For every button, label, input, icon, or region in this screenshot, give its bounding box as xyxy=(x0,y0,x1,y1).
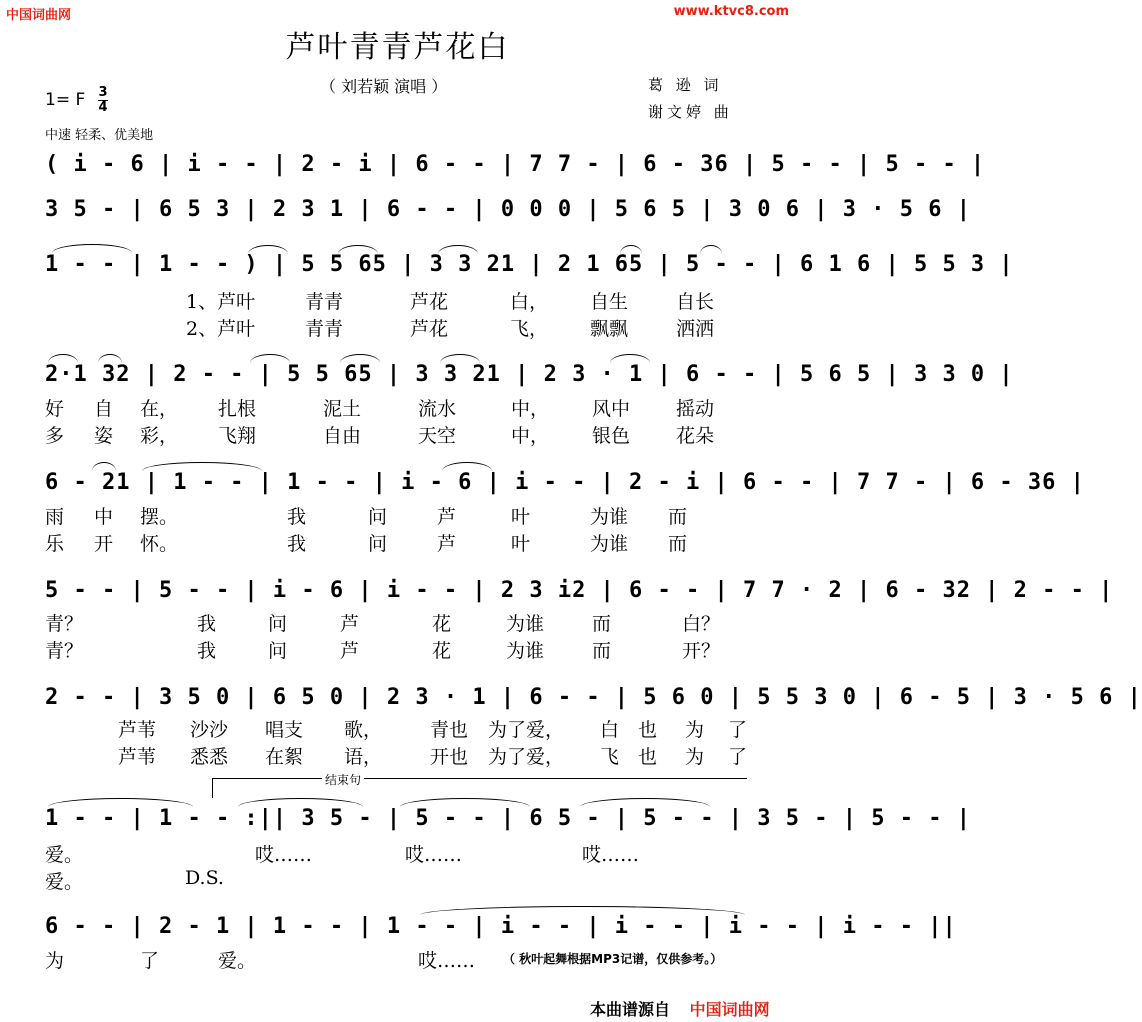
lyric: 而 xyxy=(668,533,688,555)
slur xyxy=(400,798,530,807)
lyric: 爱。 xyxy=(218,950,257,972)
lyric: 哎…… xyxy=(582,844,640,866)
lyric: 雨 xyxy=(45,506,65,528)
lyric: 了 xyxy=(140,950,160,972)
lyric: 开也 xyxy=(430,746,469,768)
score-row-2: 3 5 - | 6 5 3 | 2 3 1 | 6 - - | 0 0 0 | 5 6 5 | 3 0 6 | 3 · 5 6 | xyxy=(45,197,971,222)
lyric: 洒洒 xyxy=(676,318,715,340)
score-row-7: 2 - - | 3 5 0 | 6 5 0 | 2 3 · 1 | 6 - - | 5 6 0 | 5 5 3 0 | 6 - 5 | 3 · 5 6 | xyxy=(45,685,1142,710)
lyric: 我 xyxy=(287,506,307,528)
lyric: 我 xyxy=(287,533,307,555)
lyric: 青？ xyxy=(45,613,84,635)
lyric: 怀。 xyxy=(140,533,179,555)
lyric: 哎…… xyxy=(255,844,313,866)
slur xyxy=(340,354,380,363)
lyric: 叶 xyxy=(511,533,531,555)
lyric: 自长 xyxy=(676,291,715,313)
slur xyxy=(48,798,193,807)
lyric: 飘飘 xyxy=(590,318,629,340)
dal-segno: D.S. xyxy=(185,867,224,889)
time-signature xyxy=(98,86,108,115)
source-brand[interactable]: 中国词曲网 xyxy=(689,1000,770,1019)
lyric: 为 xyxy=(685,746,705,768)
slur xyxy=(580,798,710,807)
lyric: 芦 xyxy=(437,533,457,555)
lyric: 问 xyxy=(368,533,388,555)
lyric: 叶 xyxy=(511,506,531,528)
ending-bracket-left xyxy=(212,778,213,798)
lyric: 芦苇 xyxy=(118,719,157,741)
transcription-note: （ 秋叶起舞根据MP3记谱，仅供参考。） xyxy=(503,952,723,966)
lyric: 而 xyxy=(592,640,612,662)
score-row-4: 2·1 32 | 2 - - | 5 5 65 | 3 3 21 | 2 3 · 1 | 6 - - | 5 6 5 | 3 3 0 | xyxy=(45,362,1014,387)
tempo-marking: 中速 轻柔、优美地 xyxy=(45,128,154,143)
slur xyxy=(238,798,363,807)
lyric: 为 xyxy=(685,719,705,741)
score-row-6: 5 - - | 5 - - | i - 6 | i - - | 2 3 i2 | 6 - - | 7 7 · 2 | 6 - 32 | 2 - - | xyxy=(45,578,1114,603)
lyric: 开？ xyxy=(682,640,721,662)
lyric: 泥土 xyxy=(323,398,362,420)
lyric: 摆。 xyxy=(140,506,179,528)
lyric: 青青 xyxy=(305,291,344,313)
score-row-5: 6 - 21 | 1 - - | 1 - - | i - 6 | i - - | 2 - i | 6 - - | 7 7 - | 6 - 36 | xyxy=(45,470,1085,495)
lyric: 飞 xyxy=(600,746,620,768)
time-denominator: 4 xyxy=(98,100,108,115)
slur xyxy=(98,354,122,363)
slur xyxy=(338,245,378,254)
lyric: 扎根 xyxy=(218,398,257,420)
lyric: 芦花 xyxy=(410,318,449,340)
lyric: 自由 xyxy=(323,425,362,447)
slur xyxy=(442,462,492,471)
lyric: 也 xyxy=(638,719,658,741)
slur xyxy=(250,354,290,363)
lyric: 银色 xyxy=(592,425,631,447)
lyric: 多 xyxy=(45,425,65,447)
lyric: 彩， xyxy=(140,425,179,447)
composer-credit: 谢文婷 曲 xyxy=(648,103,733,121)
lyric: 我 xyxy=(197,613,217,635)
lyric: 了 xyxy=(728,719,748,741)
lyric: 而 xyxy=(668,506,688,528)
lyric: 也 xyxy=(638,746,658,768)
ending-label: 结束句 xyxy=(322,771,364,788)
score-row-8: 1 - - | 1 - - :|| 3 5 - | 5 - - | 6 5 - | 5 - - | 3 5 - | 5 - - | xyxy=(45,806,971,831)
time-numerator: 3 xyxy=(98,85,108,100)
lyric: 爱。 xyxy=(45,871,84,893)
lyric: 青青 xyxy=(305,318,344,340)
score-row-3: 1 - - | 1 - - ) | 5 5 65 | 3 3 21 | 2 1 65 | 5 - - | 6 1 6 | 5 5 3 | xyxy=(45,252,1014,277)
score-row-9: 6 - - | 2 - 1 | 1 - - | 1 - - | i - - | i - - | i - - | i - - || xyxy=(45,914,957,939)
lyric: 为了爱， xyxy=(488,746,565,768)
lyric: 沙沙 xyxy=(190,719,229,741)
source-prefix: 本曲谱源自 xyxy=(590,1000,671,1019)
lyric: 哎…… xyxy=(405,844,463,866)
lyric: 为 xyxy=(45,950,65,972)
source-credit xyxy=(590,997,770,1020)
lyric: 花 xyxy=(432,640,452,662)
lyric: 为谁 xyxy=(590,506,629,528)
lyric: 问 xyxy=(268,640,288,662)
lyric: 开 xyxy=(94,533,114,555)
lyric: 2、芦叶 xyxy=(186,318,256,340)
lyric: 问 xyxy=(268,613,288,635)
lyric: 风中 xyxy=(592,398,631,420)
lyric: 白 xyxy=(600,719,620,741)
lyric: 中， xyxy=(511,425,550,447)
ending-bracket-line xyxy=(212,778,747,779)
lyric: 好 xyxy=(45,398,65,420)
slur xyxy=(438,245,478,254)
lyric: 语， xyxy=(344,746,383,768)
lyric: 芦花 xyxy=(410,291,449,313)
lyric: 白， xyxy=(510,291,549,313)
lyric: 姿 xyxy=(94,425,114,447)
lyric: 为谁 xyxy=(506,613,545,635)
lyric: 为谁 xyxy=(590,533,629,555)
key-signature: 1= F xyxy=(45,90,86,110)
lyric: 爱。 xyxy=(45,844,84,866)
lyric: 摇动 xyxy=(676,398,715,420)
lyric: 在絮 xyxy=(265,746,304,768)
lyric: 飞， xyxy=(510,318,549,340)
score-row-1: ( i - 6 | i - - | 2 - i | 6 - - | 7 7 - | 6 - 36 | 5 - - | 5 - - | xyxy=(45,152,986,177)
slur xyxy=(92,462,116,471)
lyric: 芦苇 xyxy=(118,746,157,768)
lyric: 中 xyxy=(94,506,114,528)
lyric: 青？ xyxy=(45,640,84,662)
slur xyxy=(700,245,722,254)
watermark-right: www.ktvc8.com xyxy=(673,4,789,19)
lyric: 芦 xyxy=(340,613,360,635)
lyric: 花朵 xyxy=(676,425,715,447)
lyric: 花 xyxy=(432,613,452,635)
slur xyxy=(440,354,480,363)
lyric: 1、芦叶 xyxy=(186,291,256,313)
slur xyxy=(620,245,642,254)
watermark-left: 中国词曲网 xyxy=(6,8,72,23)
lyric: 为谁 xyxy=(506,640,545,662)
lyric: 白？ xyxy=(682,613,721,635)
slur xyxy=(48,354,78,363)
slur xyxy=(610,354,650,363)
song-title: 芦叶青青芦花白 xyxy=(285,30,510,65)
lyricist-credit: 葛 逊 词 xyxy=(648,76,723,94)
slur xyxy=(142,462,262,471)
lyric: 了 xyxy=(728,746,748,768)
lyric: 芦 xyxy=(437,506,457,528)
singer-credit: （ 刘若颖 演唱 ） xyxy=(320,77,448,96)
lyric: 哎…… xyxy=(418,950,476,972)
lyric: 流水 xyxy=(418,398,457,420)
slur xyxy=(420,906,745,915)
lyric: 芦 xyxy=(340,640,360,662)
lyric: 唱支 xyxy=(265,719,304,741)
lyric: 问 xyxy=(368,506,388,528)
lyric: 我 xyxy=(197,640,217,662)
slur xyxy=(52,244,132,253)
lyric: 天空 xyxy=(418,425,457,447)
lyric: 悉悉 xyxy=(190,746,229,768)
lyric: 而 xyxy=(592,613,612,635)
lyric: 乐 xyxy=(45,533,65,555)
lyric: 自 xyxy=(94,398,114,420)
lyric: 中， xyxy=(511,398,550,420)
lyric: 为了爱， xyxy=(488,719,565,741)
lyric: 歌， xyxy=(344,719,383,741)
lyric: 在， xyxy=(140,398,179,420)
lyric: 飞翔 xyxy=(218,425,257,447)
lyric: 自生 xyxy=(590,291,629,313)
slur xyxy=(248,245,288,254)
lyric: 青也 xyxy=(430,719,469,741)
